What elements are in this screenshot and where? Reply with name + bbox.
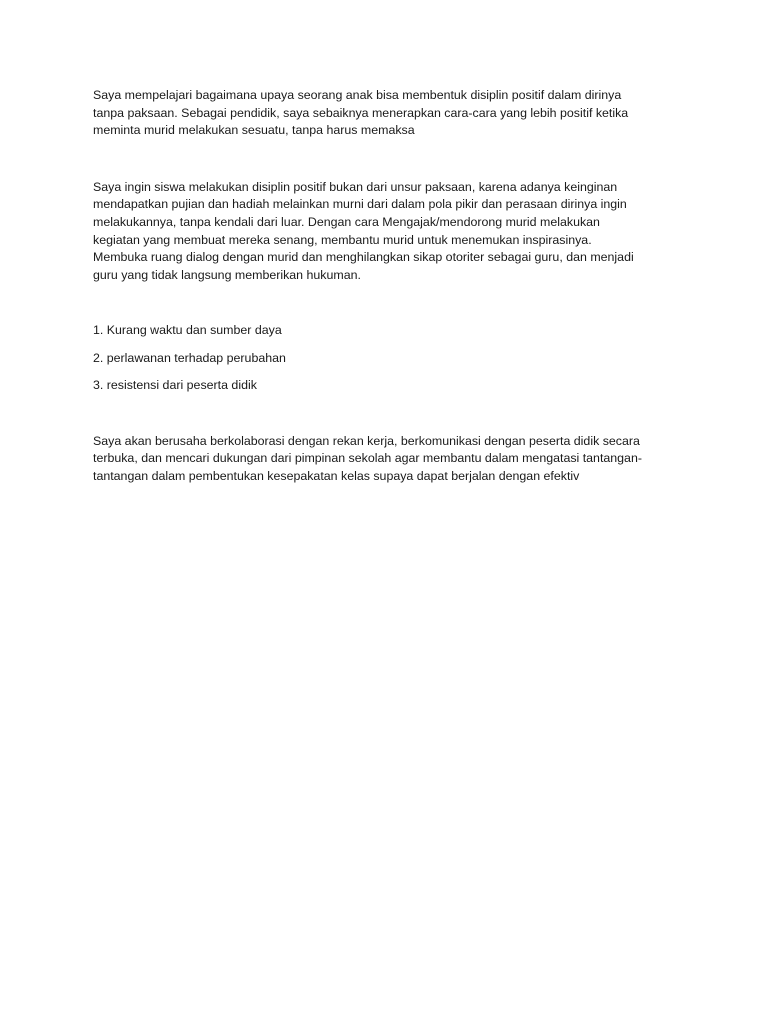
paragraph-reflection: Saya mempelajari bagaimana upaya seorang anak bisa membentuk disiplin positif dalam dirinya tanpa paksaan. Sebagai pendidik, saya sebaiknya menerapkan cara-cara yang lebih positif ketika meminta murid melakukan sesuatu, tanpa harus memaksa [93,88,629,138]
list-item: 1. Kurang waktu dan sumber daya [93,323,282,338]
paragraph-action-plan: Saya akan berusaha berkolaborasi dengan rekan kerja, berkomunikasi dengan peserta didik secara terbuka, dan mencari dukungan dari pimpinan sekolah agar membantu dalam mengatasi tantangan- tantangan dalam pembentukan kesepakatan kelas supaya dapat berjalan dengan efektiv [93,433,642,483]
list-item: 2. perlawanan terhadap perubahan [93,350,286,365]
challenges-list [93,322,683,394]
paragraph-goal: Saya ingin siswa melakukan disiplin positif bukan dari unsur paksaan, karena adanya keinginan mendapatkan pujian dan hadiah melainkan murni dari dalam pola pikir dan perasaan dirinya ingin melakukannya, tanpa kendali dari luar. Dengan cara Mengajak/mendorong murid melakukan kegiatan yang membuat mereka senang, membantu murid untuk menemukan inspirasinya. Membuka ruang dialog dengan murid dan menghilangkan sikap otoriter sebagai guru, dan menjadi guru yang tidak langsung memberikan hukuman. [93,179,634,282]
list-item: 3. resistensi dari peserta didik [93,377,257,392]
document-body [93,87,683,485]
